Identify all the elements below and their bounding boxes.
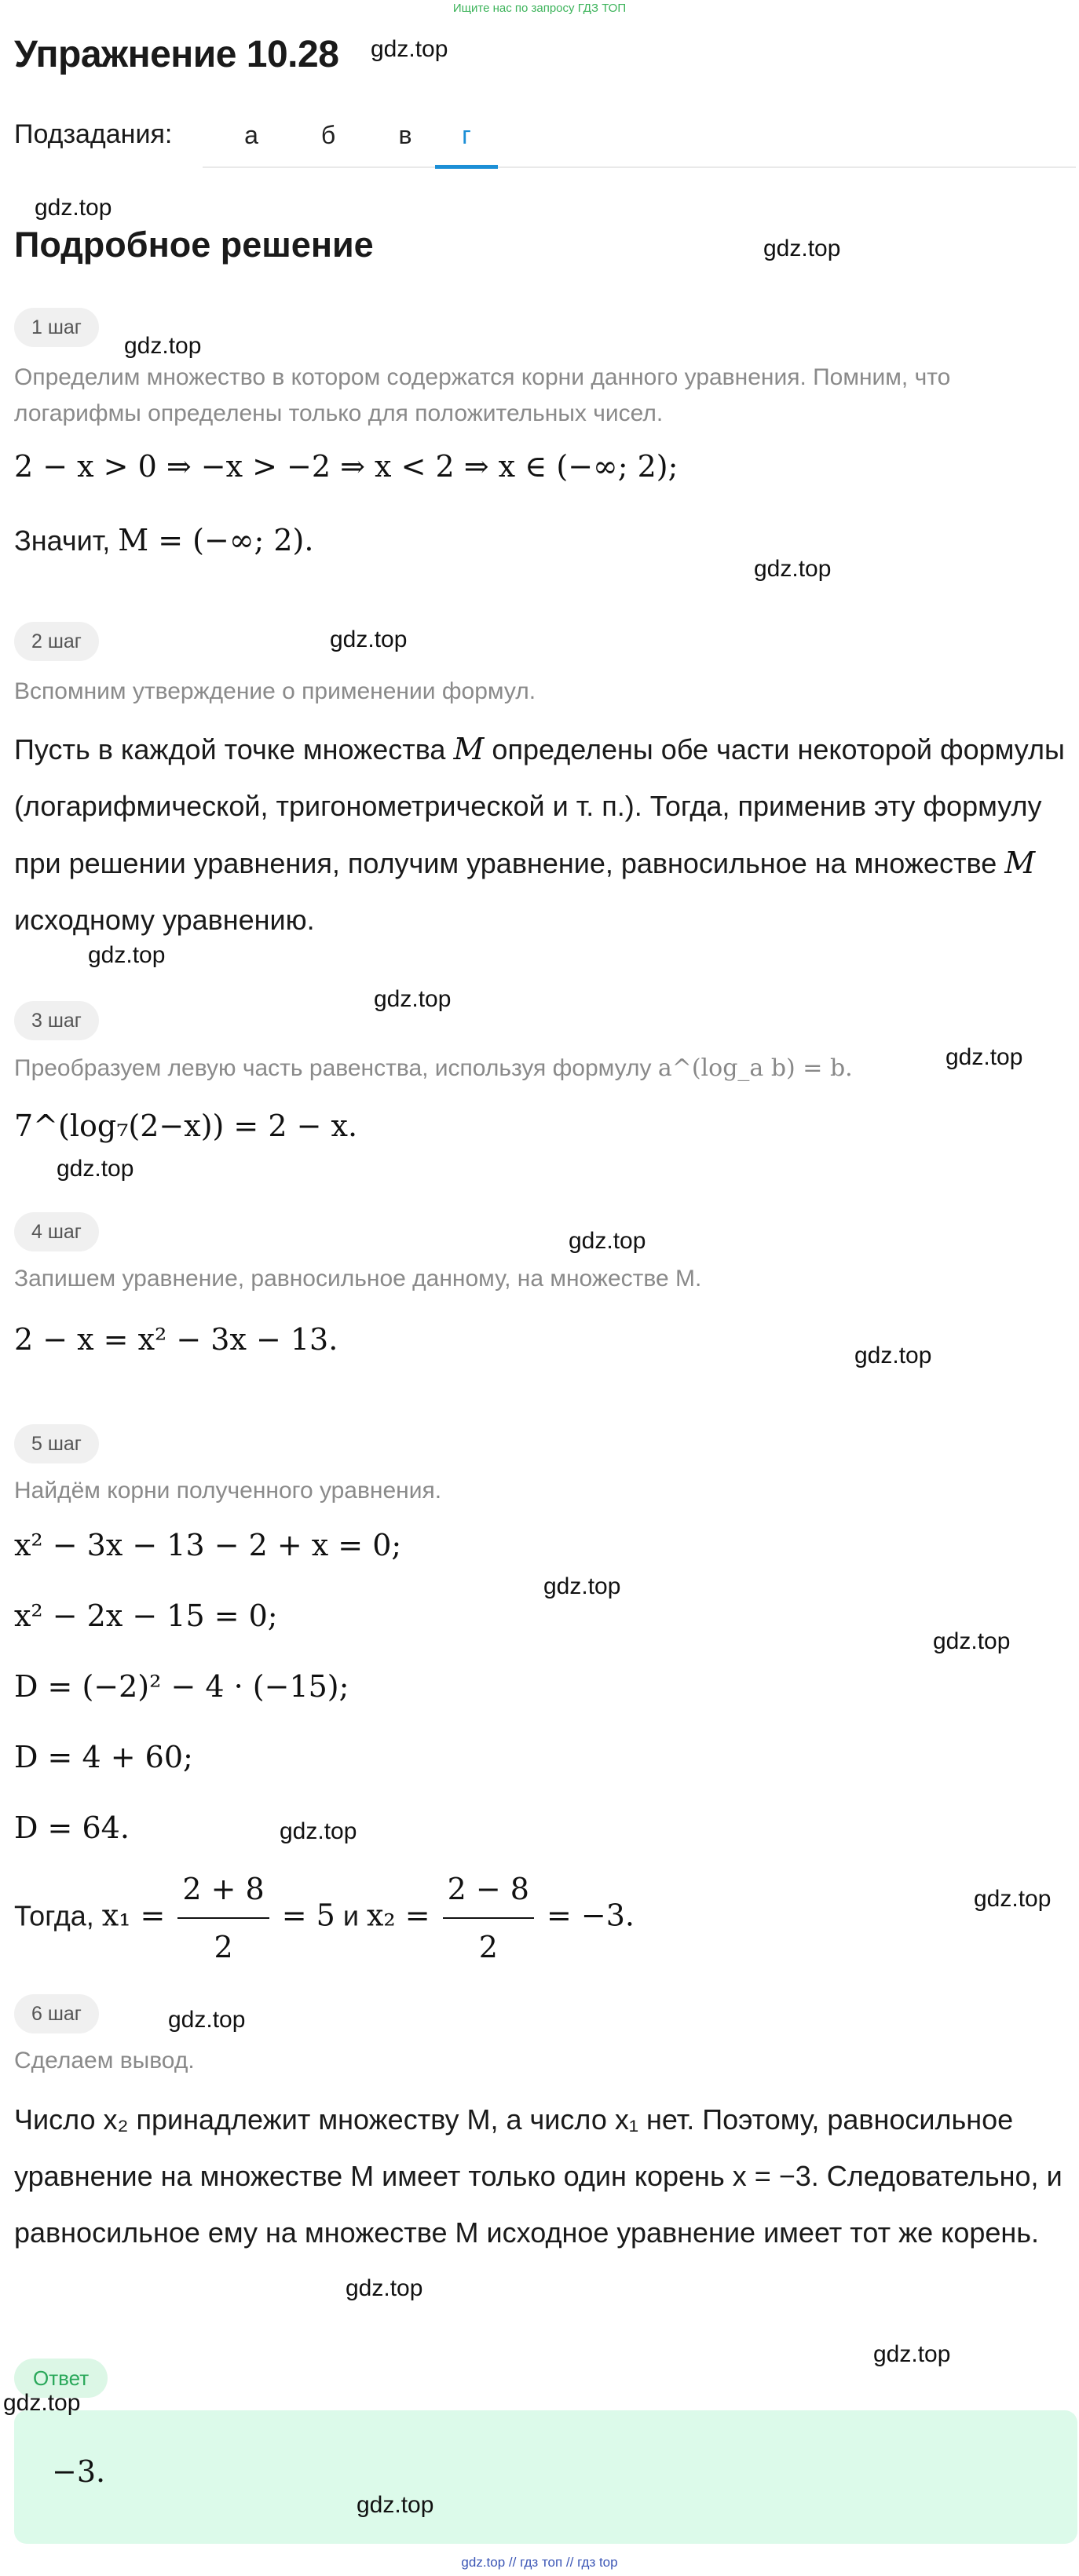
step-5-line-5: D = 64. — [14, 1811, 130, 1845]
answer-badge: Ответ — [14, 2359, 108, 2398]
step-5-hint: Найдём корни полученного уравнения. — [14, 1478, 442, 1504]
step-1-badge: 1 шаг — [14, 308, 99, 347]
page-title: Упражнение 10.28 — [14, 34, 339, 75]
watermark: gdz.top — [754, 556, 832, 582]
var-m: M — [1004, 846, 1036, 880]
step-2-text-a: Пусть в каждой точке множества — [14, 733, 446, 765]
watermark: gdz.top — [371, 36, 448, 62]
step-5-line-3: D = (−2)² − 4 · (−15); — [14, 1669, 349, 1704]
x2-result: = −3. — [546, 1898, 635, 1933]
step-2-badge: 2 шаг — [14, 622, 99, 661]
x1-numerator: 2 + 8 — [177, 1861, 269, 1919]
watermark: gdz.top — [168, 2007, 246, 2033]
step-1-hint: Определим множество в котором содержатся корни данного уравнения. Помним, что логарифмы определены только для положительных чисел. — [14, 364, 951, 426]
step-3-badge: 3 шаг — [14, 1001, 99, 1040]
watermark: gdz.top — [3, 2390, 81, 2416]
x2-var: x₂ = — [367, 1898, 430, 1933]
watermark: gdz.top — [330, 627, 408, 652]
x2-numerator: 2 − 8 — [443, 1861, 534, 1919]
watermark: gdz.top — [346, 2275, 423, 2301]
step-4-math: 2 − x = x² − 3x − 13. — [14, 1322, 338, 1357]
var-m: M — [453, 732, 485, 766]
step-6-badge: 6 шаг — [14, 1994, 99, 2033]
step-3-formula: a^(log_a b) = b. — [657, 1054, 853, 1082]
subtask-tabs — [203, 110, 1076, 168]
watermark: gdz.top — [357, 2492, 434, 2518]
x2-fraction — [443, 1861, 534, 1975]
and-word: и — [342, 1899, 359, 1932]
step-1-conclusion-prefix: Значит, — [14, 524, 111, 557]
step-1-conclusion — [14, 512, 313, 569]
watermark: gdz.top — [873, 2341, 951, 2367]
tab-v[interactable]: в — [398, 121, 412, 149]
x1-var: x₁ = — [101, 1898, 166, 1933]
x2-denominator: 2 — [478, 1930, 498, 1964]
step-3-hint-line — [14, 1050, 853, 1087]
x1-result: = 5 — [281, 1898, 335, 1933]
watermark: gdz.top — [543, 1573, 621, 1599]
watermark: gdz.top — [763, 236, 841, 261]
step-2-text-b: определены обе части некоторой формулы (логарифмической, тригонометрической и т. п.). Тогда, применив эту формулу при решении уравнения, получим уравнение, равносильное на множестве — [14, 733, 1065, 879]
watermark: gdz.top — [569, 1228, 646, 1254]
solution-heading: Подробное решение — [14, 225, 374, 265]
step-5-badge: 5 шаг — [14, 1424, 99, 1463]
watermark: gdz.top — [945, 1044, 1023, 1070]
step-3-math: 7^(log₇(2−x)) = 2 − x. — [14, 1109, 358, 1143]
tab-a[interactable]: а — [244, 121, 258, 149]
x1-fraction — [177, 1861, 269, 1975]
watermark: gdz.top — [35, 195, 112, 221]
step-6-hint: Сделаем вывод. — [14, 2048, 195, 2074]
watermark: gdz.top — [854, 1343, 932, 1368]
step-4-hint: Запишем уравнение, равносильное данному, на множестве M. — [14, 1266, 702, 1292]
footer-links[interactable]: gdz.top // гдз топ // гдз top — [461, 2555, 618, 2570]
top-banner[interactable]: Ищите нас по запросу ГДЗ ТОП — [452, 2, 627, 15]
step-5-final-prefix: Тогда, — [14, 1899, 94, 1932]
answer-value: −3. — [52, 2454, 106, 2489]
step-1-math: 2 − x > 0 ⇒ −x > −2 ⇒ x < 2 ⇒ x ∈ (−∞; 2); — [14, 449, 678, 484]
x1-denominator: 2 — [214, 1930, 233, 1964]
tab-b[interactable]: б — [320, 121, 336, 149]
watermark: gdz.top — [88, 942, 166, 968]
watermark: gdz.top — [974, 1886, 1052, 1912]
watermark: gdz.top — [280, 1818, 357, 1844]
step-5-line-2: x² − 2x − 15 = 0; — [14, 1599, 278, 1633]
answer-box — [14, 2410, 1077, 2544]
step-5-line-1: x² − 3x − 13 − 2 + x = 0; — [14, 1528, 402, 1562]
subtasks-label: Подзадания: — [14, 119, 173, 149]
step-2-text-c: исходному уравнению. — [14, 904, 315, 936]
step-5-line-4: D = 4 + 60; — [14, 1740, 193, 1774]
watermark: gdz.top — [933, 1628, 1011, 1654]
watermark: gdz.top — [57, 1156, 134, 1182]
watermark: gdz.top — [124, 333, 202, 359]
watermark: gdz.top — [374, 986, 452, 1012]
step-1-conclusion-math: M = (−∞; 2). — [118, 523, 314, 557]
step-4-badge: 4 шаг — [14, 1212, 99, 1251]
step-3-hint: Преобразуем левую часть равенства, используя формулу — [14, 1055, 652, 1081]
step-2-text — [14, 721, 1070, 948]
tab-g[interactable]: г — [435, 121, 498, 169]
step-5-final — [14, 1861, 635, 1975]
step-6-text: Число x₂ принадлежит множеству M, а число x₁ нет. Поэтому, равносильное уравнение на множестве M имеет только один корень x = −3. Следовательно, и равносильное ему на множестве M исходное уравнение имеет тот же корень. — [14, 2103, 1063, 2249]
step-2-hint: Вспомним утверждение о применении формул. — [14, 678, 536, 704]
